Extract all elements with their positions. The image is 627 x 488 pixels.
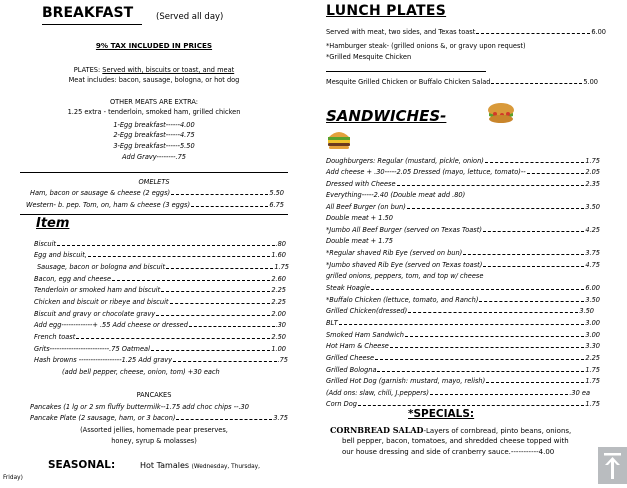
sandwich-row [326, 168, 600, 176]
omelet-name: Western- b. pep. Tom, on, ham & cheese (3 eggs) [26, 201, 191, 209]
sandwich-price: 1.75 [585, 366, 600, 374]
menu-row [34, 286, 286, 294]
menu-row-name: Add egg-------------+ .55 Add cheese or dressed [34, 321, 188, 329]
menu-row [34, 275, 286, 283]
lunch-served-price: 6.00 [591, 28, 606, 36]
specials-title: *SPECIALS: [408, 408, 475, 420]
sandwich-row [326, 296, 600, 304]
pancake-plate-row [30, 414, 288, 422]
pancakes-toppings: honey, syrup & molasses) [111, 437, 197, 445]
sandwich-price: 4.75 [585, 261, 600, 269]
sandwich-name: Dressed with Cheese [326, 180, 396, 188]
pancake-plate-price: 3.75 [273, 414, 288, 422]
plates-text: Served with, biscuits or toast, and meat [102, 66, 235, 74]
sandwich-name: Grilled Bologna [326, 366, 377, 374]
sandwich-name: Doughburgers: Regular (mustard, pickle, onion) [326, 157, 484, 165]
hash-note: (add bell pepper, cheese, onion, tom) +30 each [62, 368, 220, 376]
sandwich-price: 2.35 [585, 180, 600, 188]
tax-note: 9% TAX INCLUDED IN PRICES [95, 41, 213, 50]
menu-row-name: Tenderloin or smoked ham and biscuit [34, 286, 161, 294]
sandwich-row [326, 342, 600, 350]
breakfast-subtitle: (Served all day) [156, 12, 224, 22]
divider [20, 214, 288, 215]
egg-line: 3-Egg breakfast------5.50 [113, 142, 195, 150]
pancakes-title: PANCAKES [136, 391, 172, 399]
sandwich-row [326, 354, 600, 362]
specials-line [330, 426, 571, 435]
menu-row-price: 1.60 [271, 251, 286, 259]
omelet-price: 5.50 [269, 189, 284, 197]
hamburger-icon [326, 128, 352, 150]
sandwich-row [326, 331, 600, 339]
omelets-title: OMELETS [138, 178, 170, 186]
sandwich-note: grilled onions, peppers, tom, and top w/ cheese [326, 272, 484, 280]
sandwich-price: 1.75 [585, 377, 600, 385]
seasonal-days-cont: Friday) [3, 475, 23, 481]
sandwich-price: 3.00 [585, 319, 600, 327]
menu-row-price: .80 [275, 240, 286, 248]
egg-line: Add Gravy--------.75 [122, 153, 186, 161]
omelet-row [30, 189, 284, 197]
other-meats-title: OTHER MEATS ARE EXTRA: [109, 98, 199, 106]
lunch-option: *Grilled Mesquite Chicken [326, 53, 412, 61]
divider [20, 172, 288, 173]
sandwich-name: All Beef Burger (on bun) [326, 203, 406, 211]
breakfast-title: BREAKFAST [42, 5, 134, 21]
lunch-salad-price: 5.00 [583, 78, 598, 86]
menu-row-price: 2.60 [271, 275, 286, 283]
sandwich-row [326, 180, 600, 188]
sandwich-row [326, 307, 594, 315]
omelet-name: Ham, bacon or sausage & cheese (2 eggs) [30, 189, 171, 197]
menu-row-price: 1.75 [274, 263, 289, 271]
sandwich-price: 3.30 [585, 342, 600, 350]
sandwich-price: 2.05 [585, 168, 600, 176]
sandwich-price: 3.50 [585, 296, 600, 304]
egg-line: 1-Egg breakfast------4.00 [113, 121, 195, 129]
seasonal-label: SEASONAL: [48, 459, 116, 471]
lunch-title: LUNCH PLATES [326, 3, 447, 19]
omelet-price: 6.75 [269, 201, 284, 209]
egg-line: 2-Egg breakfast------4.75 [113, 131, 195, 139]
lunch-option: *Hamburger steak- (grilled onions &, or gravy upon request) [326, 42, 526, 50]
menu-row-name: Bacon, egg and cheese [34, 275, 112, 283]
back-to-top-icon [598, 447, 627, 484]
sandwich-price: .30 ea [569, 389, 590, 397]
sandwich-row [326, 261, 600, 269]
menu-row-name: Egg and biscuit, [34, 251, 87, 259]
sandwich-row [326, 389, 590, 397]
sandwich-row [326, 400, 600, 408]
menu-row-name: Hash browns ------------------1.25 Add gravy [34, 356, 173, 364]
seasonal-days: (Wednesday, Thursday, [191, 464, 260, 470]
meat-includes: Meat includes: bacon, sausage, bologna, or hot dog [68, 76, 240, 84]
sandwich-note: Double meat + 1.50 [326, 214, 393, 222]
pancake-plate-name: Pancake Plate (2 sausage, ham, or 3 bacon) [30, 414, 176, 422]
sandwich-price: 3.75 [585, 249, 600, 257]
sandwich-name: *Jumbo All Beef Burger (served on Texas Toast) [326, 226, 482, 234]
menu-row [34, 310, 286, 318]
sandwich-row [326, 377, 600, 385]
specials-desc: -Layers of cornbread, pinto beans, onions, [423, 427, 572, 435]
sandwich-note: Double meat + 1.75 [326, 237, 393, 245]
sandwich-name: Grilled Cheese [326, 354, 375, 362]
other-meats-text: 1.25 extra - tenderloin, smoked ham, grilled chicken [67, 108, 241, 116]
sandwich-price: 3.00 [585, 331, 600, 339]
sandwich-name: Hot Ham & Cheese [326, 342, 389, 350]
sandwich-price: 3.50 [585, 203, 600, 211]
sandwiches-title: SANDWICHES- [326, 107, 447, 125]
menu-row-name: Biscuit and gravy or chocolate gravy [34, 310, 156, 318]
sandwich-row [326, 203, 600, 211]
menu-row-price: 2.25 [271, 286, 286, 294]
sandwich-name: Corn Dog [326, 400, 357, 408]
lunch-salad-text: Mesquite Grilled Chicken or Buffalo Chicken Salad [326, 78, 491, 86]
specials-desc: our house dressing and side of cranberry sauce.-----------4.00 [342, 448, 555, 456]
sandwich-name: Grilled Chicken(dressed) [326, 307, 408, 315]
sandwich-price: 6.00 [585, 284, 600, 292]
sandwich-row [326, 157, 600, 165]
menu-row [37, 263, 289, 271]
menu-row [34, 345, 286, 353]
sandwich-row [326, 284, 600, 292]
menu-row-name: Sausage, bacon or bologna and biscuit [37, 263, 166, 271]
menu-row-price: .30 [275, 321, 286, 329]
menu-row-price: 2.50 [271, 333, 286, 341]
pancakes-toppings: (Assorted jellies, homemade pear preserves, [80, 426, 228, 434]
menu-row [34, 240, 286, 248]
specials-name: CORNBREAD SALAD [330, 425, 424, 435]
back-to-top-button[interactable] [598, 447, 627, 484]
sandwich-name: (Add ons: slaw, chili, J.peppers) [326, 389, 429, 397]
sandwich-price: 3.50 [579, 307, 594, 315]
sandwich-name: Add cheese + .30-----2.05 Dressed (mayo, lettuce, tomato)-- [326, 168, 526, 176]
menu-row [34, 298, 286, 306]
menu-row [34, 321, 286, 329]
sandwich-row [326, 249, 600, 257]
pancakes-line: Pancakes (1 lg or 2 sm fluffy buttermilk--1.75 add choc chips --.30 [30, 403, 249, 411]
menu-row-name: French toast [34, 333, 76, 341]
sandwich-name: *Jumbo shaved Rib Eye (served on Texas toast) [326, 261, 483, 269]
item-title: Item [36, 216, 70, 231]
menu-row-price: 2.25 [271, 298, 286, 306]
sandwich-price: 1.75 [585, 157, 600, 165]
sandwich-name: *Regular shaved Rib Eye (served on bun) [326, 249, 463, 257]
menu-row-price: .75 [277, 356, 288, 364]
divider [326, 71, 486, 72]
menu-row-name: Biscuit [34, 240, 57, 248]
sandwich-price: 4.25 [585, 226, 600, 234]
menu-row-price: 2.00 [271, 310, 286, 318]
sandwich-note: Everything-----2.40 (Double meat add .80) [326, 191, 466, 199]
plates-line [0, 66, 308, 74]
menu-row-name: Grits-------------------------.75 Oatmeal [34, 345, 150, 353]
menu-row [34, 333, 286, 341]
plates-label: PLATES: [73, 66, 101, 74]
menu-row [34, 251, 286, 259]
sandwich-price: 2.25 [585, 354, 600, 362]
sandwich-row [326, 226, 600, 234]
seasonal-item: Hot Tamales [140, 461, 190, 470]
menu-row-name: Chicken and biscuit or ribeye and biscuit [34, 298, 169, 306]
lunch-salad-row [326, 78, 598, 86]
omelet-row [26, 201, 284, 209]
sandwich-row [326, 319, 600, 327]
sandwich-name: Steak Hoagie [326, 284, 370, 292]
lunch-served-text: Served with meat, two sides, and Texas toast [326, 28, 476, 36]
menu-row [34, 356, 288, 364]
sandwich-name: *Buffalo Chicken (lettuce, tomato, and Ranch) [326, 296, 479, 304]
lunch-served-row [326, 28, 606, 36]
divider [42, 24, 142, 25]
sandwich-name: BLT [326, 319, 338, 327]
sandwich-row [326, 366, 600, 374]
specials-desc: bell pepper, bacon, tomatoes, and shredded cheese topped with [342, 437, 569, 445]
sandwich-name: Smoked Ham Sandwich [326, 331, 404, 339]
menu-row-price: 1.00 [271, 345, 286, 353]
sandwich-name: Grilled Hot Dog (garnish: mustard, mayo, relish) [326, 377, 486, 385]
sandwich-price: 1.75 [585, 400, 600, 408]
sub-sandwich-icon [486, 101, 516, 127]
seasonal-line [140, 461, 260, 472]
